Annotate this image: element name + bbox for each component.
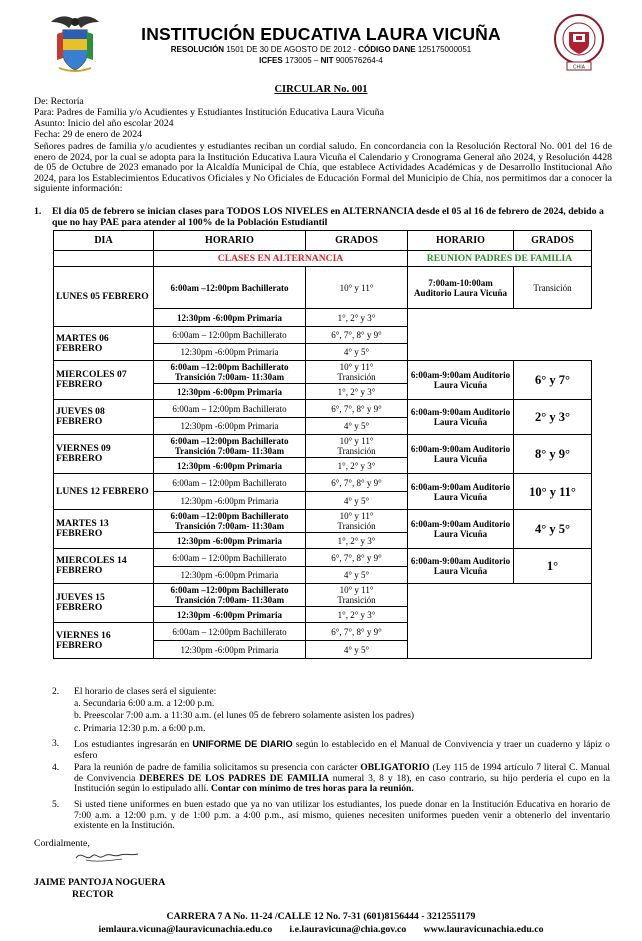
day-cell: MARTES 06 FEBRERO (54, 327, 154, 361)
header-grados-reunion: GRADOS (514, 231, 592, 251)
icfes-nit-line: ICFES 173005 – NIT 900576264-4 (259, 56, 383, 65)
grades-cell: 6°, 7°, 8° y 9° (306, 623, 408, 641)
schedule-cell: 6:00am –12:00pm Bachillerato Transición 7:00am- 11:30am (154, 435, 306, 458)
day-cell: MIERCOLES 07 FEBRERO (54, 361, 154, 400)
meeting-time-cell: 6:00am-9:00am Auditorio Laura Vicuña (408, 400, 514, 435)
grades-cell: 10° y 11° Transición (306, 361, 408, 384)
grades-cell: 1°, 2° y 3° (306, 384, 408, 400)
grades-cell: 6°, 7°, 8° y 9° (306, 549, 408, 567)
schedule-cell: 12:30pm -6:00pm Primaria (154, 458, 306, 474)
schedule-cell: 12:30pm -6:00pm Primaria (154, 384, 306, 400)
schedule-cell: 12:30pm -6:00pm Primaria (154, 418, 306, 435)
grades-cell: 4° y 5° (306, 344, 408, 361)
meeting-time-cell: 7:00am-10:00am Auditorio Laura Vicuña (408, 267, 514, 309)
institution-title: INSTITUCIÓN EDUCATIVA LAURA VICUÑA (141, 24, 501, 44)
grades-cell: 4° y 5° (306, 492, 408, 510)
item-1: 1. El día 05 de febrero se inician clases para TODOS LOS NIVELES en ALTERNANCIA desde el 05 al 16 de febrero de 2024, debido a que no hay PAE para atender al 100% de la Población Estudiantil (34, 206, 604, 228)
meeting-time-cell: 6:00am-9:00am Auditorio Laura Vicuña (408, 435, 514, 474)
schedule-cell: 6:00am –12:00pm Bachillerato Transición 7:00am- 11:30am (154, 510, 306, 533)
grades-cell: 6°, 7°, 8° y 9° (306, 474, 408, 492)
footer-email-1[interactable]: iemlaura.vicuna@lauravicunachia.edu.co (98, 924, 273, 935)
section-reunion: REUNION PADRES DE FAMILIA (408, 251, 592, 267)
meta-subject: Asunto: Inicio del año escolar 2024 (34, 118, 174, 129)
signer-name: JAIME PANTOJA NOGUERA (34, 877, 166, 888)
grades-cell: 10° y 11° Transición (306, 584, 408, 607)
meeting-grades-cell: 10° y 11° (514, 474, 592, 510)
schedule-cell: 12:30pm -6:00pm Primaria (154, 641, 306, 659)
item-2b: b. Preescolar 7:00 a.m. a 11:30 a.m. (el lunes 05 de febrero solamente asisten los padres) (74, 710, 415, 721)
grades-cell: 10° y 11° Transición (306, 435, 408, 458)
item-3: 3. Los estudiantes ingresarán en UNIFORME DE DIARIO según lo establecido en el Manual de Convivencia y traer un cuaderno y lápiz o esfero (52, 738, 610, 761)
schedule-cell: 6:00am –12:00pm Bachillerato (154, 267, 306, 309)
circular-number: CIRCULAR No. 001 (274, 84, 368, 95)
grades-cell: 4° y 5° (306, 418, 408, 435)
footer-address: CARRERA 7 A No. 11-24 /CALLE 12 No. 7-31 (601)8156444 - 3212551179 (166, 911, 476, 922)
schedule-cell: 12:30pm -6:00pm Primaria (154, 533, 306, 549)
schedule-table (53, 230, 592, 659)
meeting-time-cell: 6:00am-9:00am Auditorio Laura Vicuña (408, 549, 514, 584)
section-alternancia: CLASES EN ALTERNANCIA (154, 251, 408, 267)
schedule-cell: 12:30pm -6:00pm Primaria (154, 567, 306, 584)
schedule-cell: 12:30pm -6:00pm Primaria (154, 607, 306, 623)
day-cell: VIERNES 09 FEBRERO (54, 435, 154, 474)
day-cell: VIERNES 16 FEBRERO (54, 623, 154, 659)
item-2c: c. Primaria 12:30 p.m. a 6:00 p.m. (74, 723, 206, 734)
day-cell: MARTES 13 FEBRERO (54, 510, 154, 549)
meeting-time-cell: 6:00am-9:00am Auditorio Laura Vicuña (408, 361, 514, 400)
grades-cell: 6°, 7°, 8° y 9° (306, 400, 408, 418)
signature-image (72, 846, 142, 866)
item-4: 4. Para la reunión de padre de familia solicitamos su presencia con carácter OBLIGATORIO (Ley 115 de 1994 artículo 7 literal C. Manual de Convivencia DEBERES DE LOS PADRES DE FAMILIA numeral 3, 8 y 18), en caso contrario, su hijo perdería el cupo en la Institución según lo estipulado allí. Contar con mínimo de tres horas para la reunión. (52, 762, 610, 795)
item-5: 5. Si usted tiene uniformes en buen estado que ya no van utilizar los estudiantes, los puede donar en la Institución Educativa en horario de 7:00 a.m. a 12:00 p.m. y de 1:00 p.m. a 4:00 p.m., así mismo, quienes necesiten uniformes pueden venir a obtenerlo del inventario existente en la Institución. (52, 799, 610, 832)
day-cell: LUNES 12 FEBRERO (54, 474, 154, 510)
meeting-time-cell: 6:00am-9:00am Auditorio Laura Vicuña (408, 474, 514, 510)
signer-role: RECTOR (72, 889, 114, 900)
schedule-cell: 6:00am – 12:00pm Bachillerato (154, 549, 306, 567)
meeting-grades-cell: 8° y 9° (514, 435, 592, 474)
meeting-grades-cell: Transición (514, 267, 592, 309)
day-cell: JUEVES 15 FEBRERO (54, 584, 154, 623)
schedule-cell: 6:00am –12:00pm Bachillerato Transición 7:00am- 11:30am (154, 361, 306, 384)
grades-cell: 10° y 11° (306, 267, 408, 309)
meeting-grades-cell: 1° (514, 549, 592, 584)
meta-to: Para: Padres de Familia y/o Acudientes y Estudiantes Institución Educativa Laura Vicuña (34, 107, 384, 118)
svg-text:CHIA: CHIA (573, 64, 585, 71)
grades-cell: 1°, 2° y 3° (306, 533, 408, 549)
meta-date: Fecha: 29 de enero de 2024 (34, 129, 143, 140)
grades-cell: 6°, 7°, 8° y 9° (306, 327, 408, 344)
schedule-cell: 12:30pm -6:00pm Primaria (154, 492, 306, 510)
resolution-line: RESOLUCIÓN 1501 DE 30 DE AGOSTO DE 2012 - CÓDIGO DANE 125175000051 (170, 45, 472, 54)
day-cell: JUEVES 08 FEBRERO (54, 400, 154, 435)
item-2a: a. Secundaria 6:00 a.m. a 12:00 p.m. (74, 698, 215, 709)
grades-cell: 4° y 5° (306, 567, 408, 584)
grades-cell: 10° y 11° Transición (306, 510, 408, 533)
schedule-cell: 6:00am –12:00pm Bachillerato Transición 7:00am- 11:30am (154, 584, 306, 607)
footer-website[interactable]: www.lauravicunachia.edu.co (423, 924, 544, 935)
meeting-grades-cell: 4° y 5° (514, 510, 592, 549)
footer-email-2[interactable]: i.e.lauravicuna@chia.gov.co (289, 924, 407, 935)
item-2: 2. El horario de clases será el siguiente: (52, 686, 217, 697)
schedule-cell: 6:00am – 12:00pm Bachillerato (154, 474, 306, 492)
day-cell: MIERCOLES 14 FEBRERO (54, 549, 154, 584)
header-horario-reunion: HORARIO (408, 231, 514, 251)
schedule-cell: 6:00am – 12:00pm Bachillerato (154, 400, 306, 418)
intro-paragraph: Señores padres de familia y/o acudientes y estudiantes reciban un cordial saludo. En concordancia con la Resolución Rectoral No. 001 del 16 de enero de 2024, por la cual se adopta para la Institución Educativa Laura Vicuña el Calendario y Cronograma General año 2024, y Resolución 4428 de 05 de Octubre de 2023 emanado por la Alcaldía Municipal de Chía, que establece Actividades Académicas y de Desarrollo Institucional Año 2024, para los Establecimientos Educativos Oficiales y No Oficiales de Educación Formal del Municipio de Chía, nos permitimos dar a conocer la siguiente información: (34, 141, 612, 195)
meeting-time-cell: 6:00am-9:00am Auditorio Laura Vicuña (408, 510, 514, 549)
schedule-cell: 12:30pm -6:00pm Primaria (154, 344, 306, 361)
schedule-cell: 6:00am – 12:00pm Bachillerato (154, 623, 306, 641)
closing: Cordialmente, (34, 838, 90, 849)
header-dia: DIA (54, 231, 154, 251)
header-grados: GRADOS (306, 231, 408, 251)
grades-cell: 1°, 2° y 3° (306, 309, 408, 327)
meta-from: De: Rectoría (34, 96, 84, 107)
footer-contacts (0, 924, 642, 935)
grades-cell: 4° y 5° (306, 641, 408, 659)
day-cell: LUNES 05 FEBRERO (54, 267, 154, 327)
grades-cell: 1°, 2° y 3° (306, 458, 408, 474)
schedule-cell: 12:30pm -6:00pm Primaria (154, 309, 306, 327)
grades-cell: 1°, 2° y 3° (306, 607, 408, 623)
header-horario: HORARIO (154, 231, 306, 251)
meeting-grades-cell: 6° y 7° (514, 361, 592, 400)
schedule-cell: 6:00am – 12:00pm Bachillerato (154, 327, 306, 344)
meeting-grades-cell: 2° y 3° (514, 400, 592, 435)
